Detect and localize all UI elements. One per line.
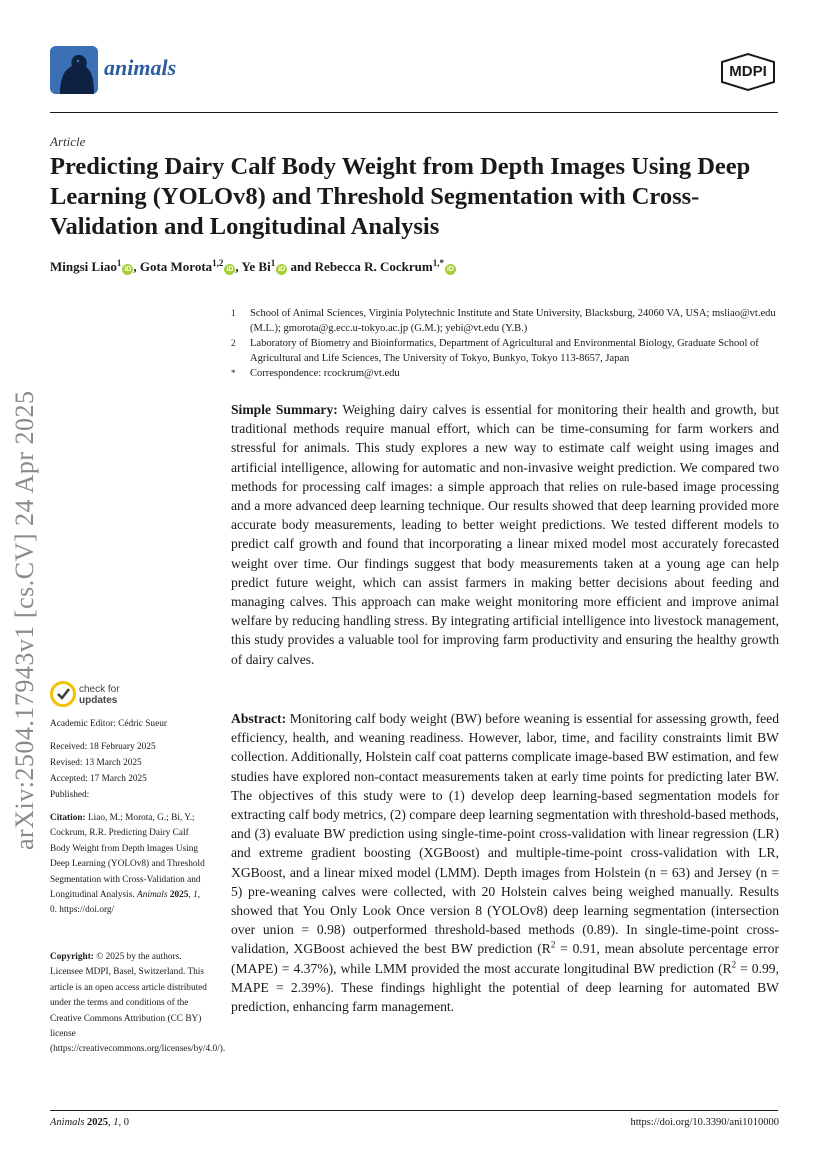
affiliation-text: Laboratory of Biometry and Bioinformatics, Department of Agricultural and Environmental Biology, Graduate School of Agricultural and Life Sciences, The University of Tokyo, Bunkyo, Tokyo 113-8657, Japan [250, 338, 759, 364]
journal-logo [50, 46, 98, 94]
citation-volume: 1 [193, 890, 198, 901]
citation-block: Citation: Liao, M.; Morota, G.; Bi, Y.; Cockrum, R.R. Predicting Dairy Calf Body Weight from Depth Images Using Deep Learning (YOLOv8) and Threshold Segmentation with Cross-Validation and Longitudinal Analysis. Animals 2025, 1, 0. https://doi.org/ [50, 813, 205, 916]
affiliation-mark: 1 [231, 308, 236, 318]
check-line-2: updates [79, 695, 118, 706]
abstract-label: Abstract: [231, 711, 287, 726]
copyright-block [50, 950, 226, 1058]
orcid-icon[interactable]: iD [446, 266, 454, 273]
orcid-icon[interactable]: iD [124, 266, 132, 273]
affiliation-text: School of Animal Sciences, Virginia Polytechnic Institute and State University, Blacksburg, 24060 VA, USA; msliao@vt.edu (M.L.); gmorota@g.ecc.u-tokyo.ac.jp (G.M.); yebi@vt.edu (Y.B.) [250, 308, 776, 334]
superscript: 2 [550, 939, 556, 950]
author-separator: , [133, 259, 140, 274]
footer-citation: Animals 2025, 1, 0 [50, 1117, 130, 1128]
abstract-text: Monitoring calf body weight (BW) before weaning is essential for assessing growth, feed efficiency, health, and weaning readiness. However, labor, time, and facility constraints limit BW collection. Additionally, Holstein calf coat patterns complicate image-based BW estimation, and few studies have explored non-contact measurements taken at early time points for predicting later BW. The objectives of this study were to (1) develop deep learning-based segmentation models for extracting calf body metrics, (2) compare deep learning segmentation with threshold-based methods, and (3) evaluate BW prediction using single-time-point cross-validation with linear regression (LR) and extreme gradient boosting (XGBoost) and multiple-time-point cross-validation with LR, XGBoost, and a linear mixed model (LMM). Depth images from Holstein (n = 63) and Jersey (n = 5) pre-weaning calves were collected, with 20 Holstein calves being weighed manually. Results showed that You Only Look Once version 8 (YOLOv8) deep learning segmentation (intersection over union = 0.98) outperformed threshold-based methods (0.89). In single-time-point cross-validation, XGBoost achieved the best BW prediction (R [231, 711, 779, 957]
citation-journal: Animals [137, 890, 168, 901]
author-name: Mingsi Liao [50, 259, 117, 274]
check-for-updates-icon[interactable] [50, 681, 76, 707]
header-divider [50, 112, 778, 113]
revised-date: Revised: 13 March 2025 [50, 758, 142, 768]
check-line-1: check for [79, 684, 120, 695]
author-list [50, 258, 456, 275]
author-name: Ye Bi [241, 259, 271, 274]
simple-summary [231, 400, 779, 669]
copyright-label: Copyright: [50, 952, 94, 962]
abstract [231, 709, 779, 1016]
abstract-text: = 0.91, mean absolute percentage error (MAPE) = 4.37%), while LMM provided the most accurate longitudinal BW prediction (R [231, 941, 779, 976]
simple-summary-label: Simple Summary: [231, 402, 338, 417]
journal-name[interactable]: animals [104, 55, 177, 80]
citation-doi[interactable]: , 0. https://doi.org/ [50, 890, 201, 916]
footer-year: 2025 [87, 1117, 109, 1128]
superscript: 2 [731, 959, 737, 970]
correspondence-text: Correspondence: rcockrum@vt.edu [250, 368, 400, 379]
accepted-date: Accepted: 17 March 2025 [50, 774, 147, 784]
author-affil: 1 [116, 258, 122, 268]
author-affil: 1 [270, 258, 276, 268]
affiliation-mark: 2 [231, 338, 236, 348]
citation-year: 2025 [169, 890, 189, 901]
orcid-icon[interactable]: iD [278, 266, 286, 273]
author-separator: and [287, 259, 315, 274]
footer-volume: 1 [113, 1117, 119, 1128]
simple-summary-text: Weighing dairy calves is essential for monitoring their health and growth, but traditional methods require manual effort, which can be time-consuming for farm workers and stressful for animals. This study explores a new way to estimate calf weight using images and artificial intelligence, allowing for automatic and non-invasive weight prediction. We compared two methods for processing calf images: a simple approach that relies on rule-based image processing and a more advanced deep learning technique. Our results showed that deep learning provided more accurate body measurements, leading to better weight predictions. We tested different models to predict calf growth and found that incorporating a linear mixed model most accurately forecasted weight over time. Our findings suggest that body measurements taken at a young age can help predict future weight, which can assist farmers in making better decisions about feeding and managing calves. This approach can make weight monitoring more efficient and improve animal welfare by reducing handling stress. By integrating artificial intelligence into livestock management, this study provides a valuable tool for improving farm productivity and ensuring the healthy growth of dairy calves. [231, 402, 779, 667]
copyright-text: © 2025 by the authors. Licensee MDPI, Basel, Switzerland. This article is an open access article distributed under the terms and conditions of the Creative Commons Attribution (CC BY) license (https://creativecommons.org/licenses/by/4.0/). [50, 952, 226, 1055]
author-affil: 1,* [432, 258, 444, 268]
author-name: Rebecca R. Cockrum [314, 259, 433, 274]
footer-journal: Animals [50, 1117, 85, 1128]
author-separator: , [235, 259, 242, 274]
received-date: Received: 18 February 2025 [50, 742, 156, 752]
arxiv-stamp[interactable]: arXiv:2504.17943v1 [cs.CV] 24 Apr 2025 [10, 390, 39, 850]
footer-doi[interactable]: https://doi.org/10.3390/ani1010000 [630, 1117, 779, 1128]
footer-page: , 0 [118, 1117, 130, 1128]
author-affil: 1,2 [212, 258, 224, 268]
published-date: Published: [50, 790, 90, 800]
footer-divider [50, 1110, 778, 1111]
check-for-updates[interactable] [79, 684, 120, 706]
gorilla-icon [50, 46, 98, 94]
academic-editor: Academic Editor: Cédric Sueur [50, 719, 167, 729]
citation-text: Liao, M.; Morota, G.; Bi, Y.; Cockrum, R.R. Predicting Dairy Calf Body Weight from Depth Images Using Deep Learning (YOLOv8) and Threshold Segmentation with Cross-Validation and Longitudinal Analysis. [50, 813, 205, 901]
citation-label: Citation: [50, 813, 86, 823]
mdpi-logo[interactable] [716, 52, 780, 92]
paper-title: Predicting Dairy Calf Body Weight from Depth Images Using Deep Learning (YOLOv8) and Threshold Segmentation with Cross-Validation and Longitudinal Analysis [50, 153, 751, 240]
publisher-name: MDPI [729, 63, 767, 80]
abstract-text: = 0.99, MAPE = 2.39%). These findings highlight the potential of deep learning for automated BW prediction, enhancing farm management. [231, 960, 779, 1015]
orcid-icon[interactable]: iD [226, 266, 234, 273]
article-type: Article [50, 134, 86, 149]
author-name: Gota Morota [139, 259, 213, 274]
affiliation-mark: * [231, 368, 236, 378]
